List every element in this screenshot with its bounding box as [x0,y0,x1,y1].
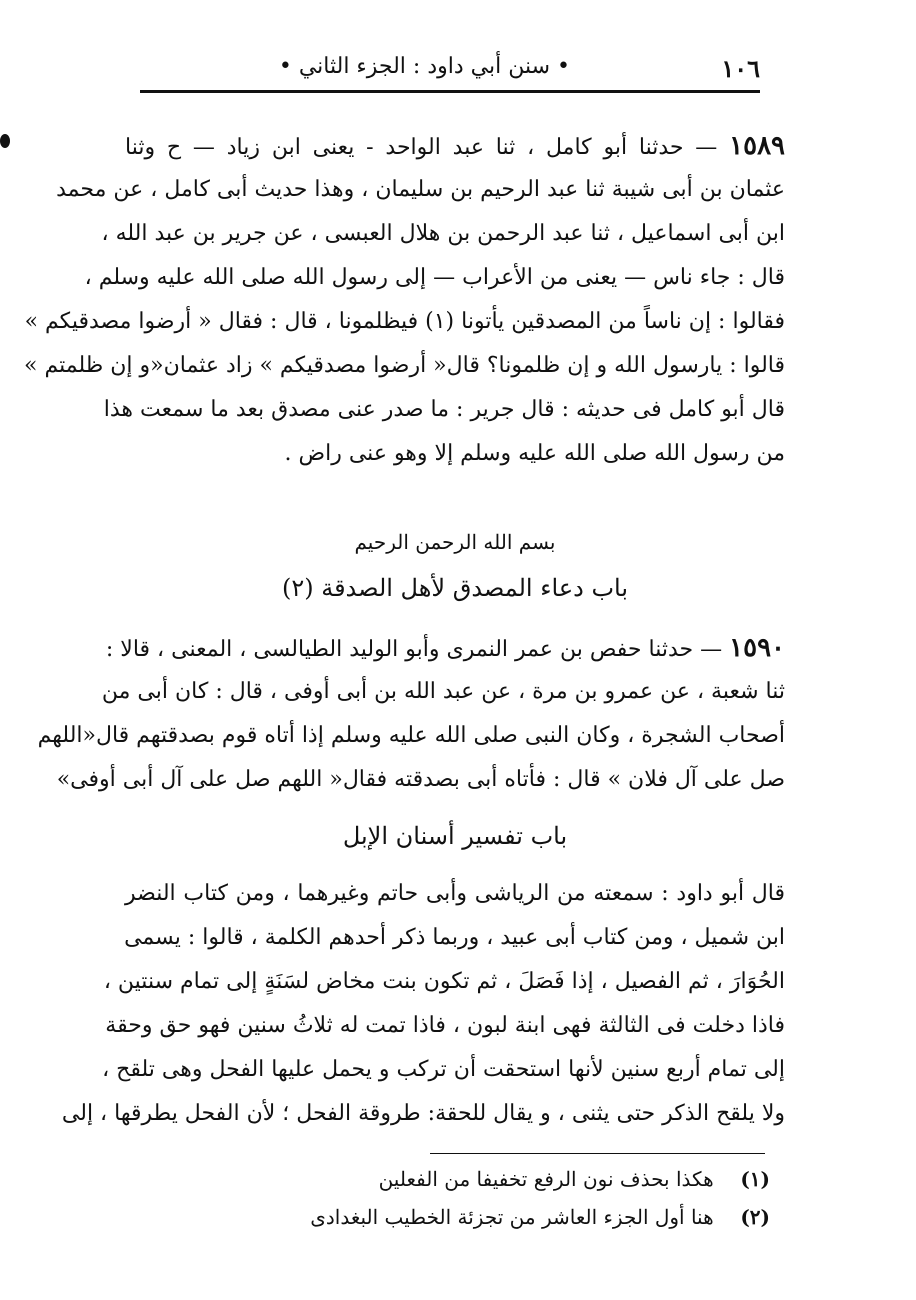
text-line: إلى تمام أربع سنين لأنها استحقت أن تركب و يحمل عليها الفحل وهى تلقح ، [102,1057,785,1082]
text-line: قال أبو داود : سمعته من الرياشى وأبى حاتم وغيرهما ، ومن كتاب النضر [125,881,785,906]
text-line: أصحاب الشجرة ، وكان النبى صلى الله عليه وسلم إذا أتاه قوم بصدقتهم قال«اللهم [37,723,785,748]
text-line: ابن أبى اسماعيل ، ثنا عبد الرحمن بن هلال العبسى ، عن جرير بن عبد الله ، [101,221,785,246]
chapter-heading: باب تفسير أسنان الإبل [342,822,568,850]
footnote-text: هنا أول الجزء العاشر من تجزئة الخطيب البغدادى [310,1205,714,1229]
text-line: عثمان بن أبى شيبة ثنا عبد الرحيم بن سليمان ، وهذا حديث أبى كامل ، عن محمد [56,177,785,202]
text-line: ولا يلقح الذكر حتى يثنى ، و يقال للحقة: طروقة الفحل ؛ لأن الفحل يطرقها ، إلى [61,1101,785,1126]
text-line [125,124,785,168]
text-line: قال أبو كامل فى حديثه : قال جرير : ما صدر عنى مصدق بعد ما سمعت هذا [103,397,785,422]
footnote-marker: (١) [740,1167,770,1191]
text-line: فقالوا : إن ناساً من المصدقين يأتونا (١) فيظلمونا ، قال : فقال « أرضوا مصدقيكم » [24,309,785,334]
commentary-block [61,872,785,1136]
running-title: • سنن أبي داود : الجزء الثاني • [278,54,570,79]
footnote-rule [430,1153,765,1154]
footnote [250,1198,770,1236]
page-header [140,48,760,88]
header-rule [140,90,760,93]
margin-dot [0,134,10,148]
hadith-1590 [37,626,785,802]
text-line: صل على آل فلان » قال : فأتاه أبى بصدقته فقال« اللهم صل على آل أبى أوفى» [56,767,785,792]
text-line: ثنا شعبة ، عن عمرو بن مرة ، عن عبد الله بن أبى أوفى ، قال : كان أبى من [101,679,785,704]
footnote-marker: (٢) [740,1205,770,1229]
footnote [250,1160,770,1198]
hadith-1589 [24,124,785,476]
text-line: قال : جاء ناس — يعنى من الأعراب — إلى رسول الله صلى الله عليه وسلم ، [84,265,785,290]
text-line: من رسول الله صلى الله عليه وسلم إلا وهو عنى راض . [284,441,785,466]
text-line-content: — حدثنا حفص بن عمر النمرى وأبو الوليد الطيالسى ، المعنى ، قالا : [105,637,723,662]
chapter-heading: باب دعاء المصدق لأهل الصدقة (٢) [281,574,629,602]
text-line: قالوا : يارسول الله و إن ظلمونا؟ قال« أرضوا مصدقيكم » زاد عثمان«و إن ظلمتم » [24,353,785,378]
hadith-number: ١٥٨٩ [729,131,785,161]
footnotes [250,1160,770,1236]
text-line: الحُوَارَ ، ثم الفصيل ، إذا فَصَلَ ، ثم تكون بنت مخاض لسَنَةٍ إلى تمام سنتين ، [103,969,785,994]
basmala: بسم الله الرحمن الرحيم [354,530,556,554]
hadith-number: ١٥٩٠ [729,633,785,663]
footnote-text: هكذا بحذف نون الرفع تخفيفا من الفعلين [378,1167,714,1191]
text-line: ابن شميل ، ومن كتاب أبى عبيد ، وربما ذكر أحدهم الكلمة ، قالوا : يسمى [124,925,785,950]
page-number: ١٠٦ [721,54,760,83]
text-line [105,626,785,670]
text-line-content: — حدثنا أبو كامل ، ثنا عبد الواحد - يعنى ابن زياد — ح وثنا [125,135,718,160]
text-line: فاذا دخلت فى الثالثة فهى ابنة لبون ، فاذا تمت له ثلاثُ سنين فهو حق وحقة [105,1013,785,1038]
